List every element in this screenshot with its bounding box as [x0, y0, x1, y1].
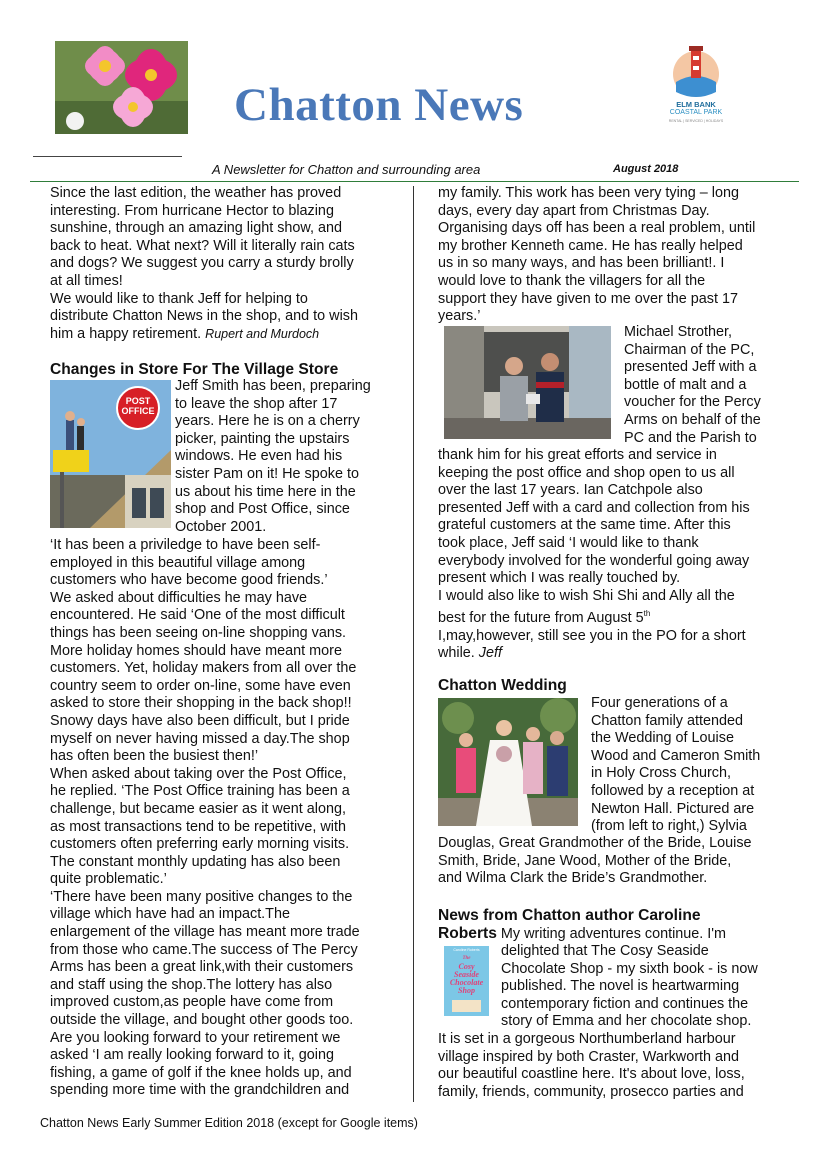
author-body [438, 1031, 745, 1101]
store-body-line: village which have had an impact.The [50, 906, 290, 923]
store-wrapped-line: to leave the shop after 17 [175, 395, 338, 412]
author-body-line: our beautiful coastline here. It's about love, loss, [438, 1066, 745, 1083]
store-body-line: customers. Yet, holiday makers from all over the [50, 660, 357, 677]
author-heading: News from Chatton author Caroline [438, 907, 701, 924]
presentation-body-line: keeping the post office and shop open to us all [438, 464, 735, 481]
presentation-body-line: over the last 17 years. Ian Catchpole also [438, 482, 703, 499]
author-wrapped-line: published. The novel is heartwarming [501, 978, 740, 995]
book-title-line4: Chocolate [449, 978, 484, 987]
store-body-line: customers who have become good friends.’ [50, 572, 328, 589]
wedding-wrapped-line: Wood and Cameron Smith [591, 747, 761, 764]
edition-date: August 2018 [613, 163, 679, 175]
store-wrapped-line: sister Pam on it! He spoke to [175, 465, 359, 482]
presentation-wrapped-line: voucher for the Percy [624, 394, 761, 411]
store-article-body [50, 537, 360, 1100]
intro-line: at all times! [50, 272, 123, 289]
store-body-line: Snowy days have also been difficult, but I pride [50, 712, 350, 729]
intro-last-line: him a happy retirement. [50, 325, 206, 342]
store-body-line: When asked about taking over the Post Office, [50, 765, 347, 782]
closing-line2: while. [438, 645, 479, 662]
presentation-wrapped-line: presented Jeff with a [624, 359, 757, 376]
store-body-line: he replied. ‘The Post Office training has been a [50, 783, 350, 800]
logo-line1: ELM BANK [676, 100, 716, 109]
store-continued [438, 185, 755, 326]
wish-sup: th [643, 609, 651, 619]
presentation-body-line: took place, Jeff said ‘I would like to thank [438, 534, 699, 551]
post-office-sign [117, 396, 159, 416]
presentation-body-line: present which I was really touched by. [438, 570, 681, 587]
closing-line: I,may,however, still see you in the PO for a short [438, 627, 746, 644]
wedding-body-line: Douglas, Great Grandmother of the Bride, Louise [438, 835, 752, 851]
book-cover [444, 946, 489, 1016]
store-intro-wrapped [175, 378, 371, 536]
store-wrapped-line: us about his time here in the [175, 483, 356, 500]
store-wrapped-line: picker, painting the upstairs [175, 430, 350, 447]
presentation-wrapped-line: Arms on behalf of the [624, 411, 761, 428]
store-body-line: asked to store their shopping in the back shop!! [50, 695, 352, 712]
store-body-line: enlargement of the village has meant more trade [50, 924, 360, 941]
presentation-body-line: grateful customers at the same time. After this [438, 517, 731, 534]
store-body-line: Arms has been a great link,with their customers [50, 959, 354, 976]
store-body-line: challenge, but became easier as it went along, [50, 800, 346, 817]
author-wrapped-line: story of Emma and her chocolate shop. [501, 1013, 752, 1030]
store-body-line: encountered. He said ‘One of the most difficult [50, 607, 345, 624]
intro-line: distribute Chatton News in the shop, and to wish [50, 308, 358, 325]
wedding-body-line: and Wilma Clark the Bride’s Grandmother. [438, 870, 708, 887]
book-title-line5: Shop [458, 986, 475, 995]
presentation-body [438, 447, 750, 663]
post-office-photo [50, 380, 171, 528]
author-wrapped-line: contemporary fiction and continues the [501, 995, 749, 1012]
store-body-line: asked ‘I am really looking forward to it, going [50, 1047, 334, 1064]
wedding-wrapped-line: in Holy Cross Church, [591, 765, 731, 782]
page-footer: Chatton News Early Summer Edition 2018 (except for Google items) [40, 1116, 418, 1130]
store-body-line: as most transactions tend to be repetitive, with [50, 818, 346, 835]
header-divider [30, 181, 799, 182]
author-opening: My writing adventures continue. I'm [496, 926, 727, 942]
author-body-line: It is set in a gorgeous Northumberland harbour [438, 1031, 736, 1047]
store-body-line: Are you looking forward to your retirement we [50, 1029, 341, 1046]
store-wrapped-line: shop and Post Office, since [175, 501, 350, 518]
presentation-wrapped-line: PC and the Parish to [624, 429, 757, 446]
intro-line: Since the last edition, the weather has proved [50, 185, 342, 201]
sign-line2: OFFICE [121, 406, 155, 416]
elm-bank-logo [662, 44, 730, 134]
logo-line3: RENTAL | SERVICED | HOLIDAYS [668, 119, 724, 123]
store-wrapped-line: windows. He even had his [175, 448, 343, 465]
store-body-line: spending more time with the grandchildren and [50, 1082, 350, 1099]
book-title-line3: Seaside [454, 970, 479, 979]
presentation-body-line: presented Jeff with a card and collection from his [438, 499, 750, 516]
store-body-line: outside the village, and bought other goods too. [50, 1012, 354, 1029]
wish-line: I would also like to wish Shi Shi and Ally all the [438, 587, 735, 604]
store-body-line: ‘It has been a priviledge to have been self- [50, 537, 321, 553]
presentation-photo [444, 326, 611, 439]
wedding-wrapped-line: Newton Hall. Pictured are [591, 800, 755, 817]
store-body-line: customers often preferring early morning visits. [50, 836, 350, 853]
intro-paragraph [50, 185, 358, 343]
store-body-line: things has been seeing on-line shopping vans. [50, 624, 347, 641]
store-body-line: More holiday homes should have meant more [50, 642, 342, 659]
author-wrapped-line: delighted that The Cosy Seaside [501, 943, 709, 959]
presentation-wrapped-line: Chairman of the PC, [624, 341, 755, 358]
closing-signature: Jeff [478, 645, 502, 662]
wedding-photo [438, 698, 578, 826]
book-cover-shopfront [452, 1000, 481, 1012]
intro-line: and dogs? We suggest you carry a sturdy brolly [50, 255, 354, 272]
book-title-line1: The [462, 956, 471, 961]
book-cover-author: Caroline Roberts [453, 948, 480, 952]
author-heading-line2: Roberts [438, 925, 497, 942]
store-continued-line: support they have given to me over the past 17 [438, 290, 738, 307]
author-body-line: family, friends, community, prosecco parties and [438, 1083, 744, 1100]
wedding-wrapped-line: the Wedding of Louise [591, 730, 734, 747]
newsletter-subtitle: A Newsletter for Chatton and surrounding area [212, 162, 481, 177]
presentation-wrapped [624, 324, 761, 447]
store-body-line: The constant monthly updating has also been [50, 853, 341, 870]
store-continued-line: years.’ [438, 308, 481, 325]
store-body-line: We asked about difficulties he may have [50, 589, 308, 606]
wedding-heading: Chatton Wedding [438, 677, 567, 694]
store-wrapped-line: October 2001. [175, 518, 267, 535]
intro-line: sunshine, through an amazing light show, and [50, 220, 343, 237]
store-body-line: and staff using the shop.The lottery has also [50, 976, 333, 993]
logo-line2: COASTAL PARK [669, 109, 723, 116]
store-body-line: fishing, a game of golf if the knee holds up, and [50, 1064, 352, 1081]
store-body-line: myself on never having missed a day.The shop [50, 730, 350, 747]
store-continued-line: my family. This work has been very tying – long [438, 185, 739, 201]
author-wrapped [501, 943, 758, 1031]
store-wrapped-line: years. Here he is on a cherry [175, 413, 360, 430]
wedding-wrapped [591, 695, 760, 836]
sign-line1: POST [125, 396, 151, 406]
store-heading: Changes in Store For The Village Store [50, 361, 339, 378]
presentation-body-line: thank him for his great efforts and service in [438, 447, 717, 463]
wedding-wrapped-line: Chatton family attended [591, 712, 743, 729]
wedding-body [438, 835, 752, 888]
store-body-line: from those who came.The success of The Percy [50, 941, 358, 958]
author-body-line: village inspired by both Craster, Warkworth and [438, 1048, 740, 1065]
intro-signature: Rupert and Murdoch [205, 326, 320, 341]
title-rule [33, 156, 182, 157]
store-body-line: employed in this beautiful village among [50, 554, 306, 571]
intro-line: interesting. From hurricane Hector to blazing [50, 202, 334, 219]
store-continued-line: us in so many ways, and has been brilliant!. I [438, 255, 725, 272]
presentation-wrapped-line: bottle of malt and a [624, 376, 747, 393]
wedding-wrapped-line: followed by a reception at [591, 782, 755, 799]
book-cover-title [444, 955, 489, 995]
presentation-body-line: everybody involved for the wonderful going away [438, 552, 750, 569]
wedding-wrapped-line: (from left to right,) Sylvia [591, 818, 747, 835]
store-continued-line: days, every day apart from Christmas Day. [438, 202, 710, 219]
store-body-line: has often been the busiest then!’ [50, 748, 259, 765]
store-body-line: improved custom,as people have come from [50, 994, 334, 1011]
intro-line: back to heat. What next? Will it literally rain cats [50, 237, 355, 254]
store-continued-line: Organising days off has been a real problem, until [438, 220, 756, 237]
author-wrapped-line: Chocolate Shop - my sixth book - is now [501, 960, 758, 977]
intro-line: We would like to thank Jeff for helping to [50, 290, 308, 307]
store-body-line: quite problematic.’ [50, 871, 167, 888]
author-first-line [438, 925, 726, 944]
store-wrapped-line: Jeff Smith has been, preparing [175, 378, 371, 394]
store-body-line: country seem to order on-line, some have even [50, 677, 351, 694]
wedding-wrapped-line: Four generations of a [591, 695, 728, 711]
wedding-body-line: Smith, Bride, Jane Wood, Mother of the Bride, [438, 852, 732, 869]
wish-line2: best for the future from August 5 [438, 610, 644, 627]
store-body-line: ‘There have been many positive changes to the [50, 888, 353, 905]
flowers-photo [55, 41, 188, 134]
column-divider [413, 186, 414, 1102]
store-continued-line: would love to thank the villagers for all the [438, 272, 706, 289]
presentation-wrapped-line: Michael Strother, [624, 324, 732, 340]
newsletter-title: Chatton News [234, 79, 524, 131]
store-continued-line: my brother Kenneth came. He has really helped [438, 237, 743, 254]
book-title-line2: Cosy [458, 962, 475, 971]
